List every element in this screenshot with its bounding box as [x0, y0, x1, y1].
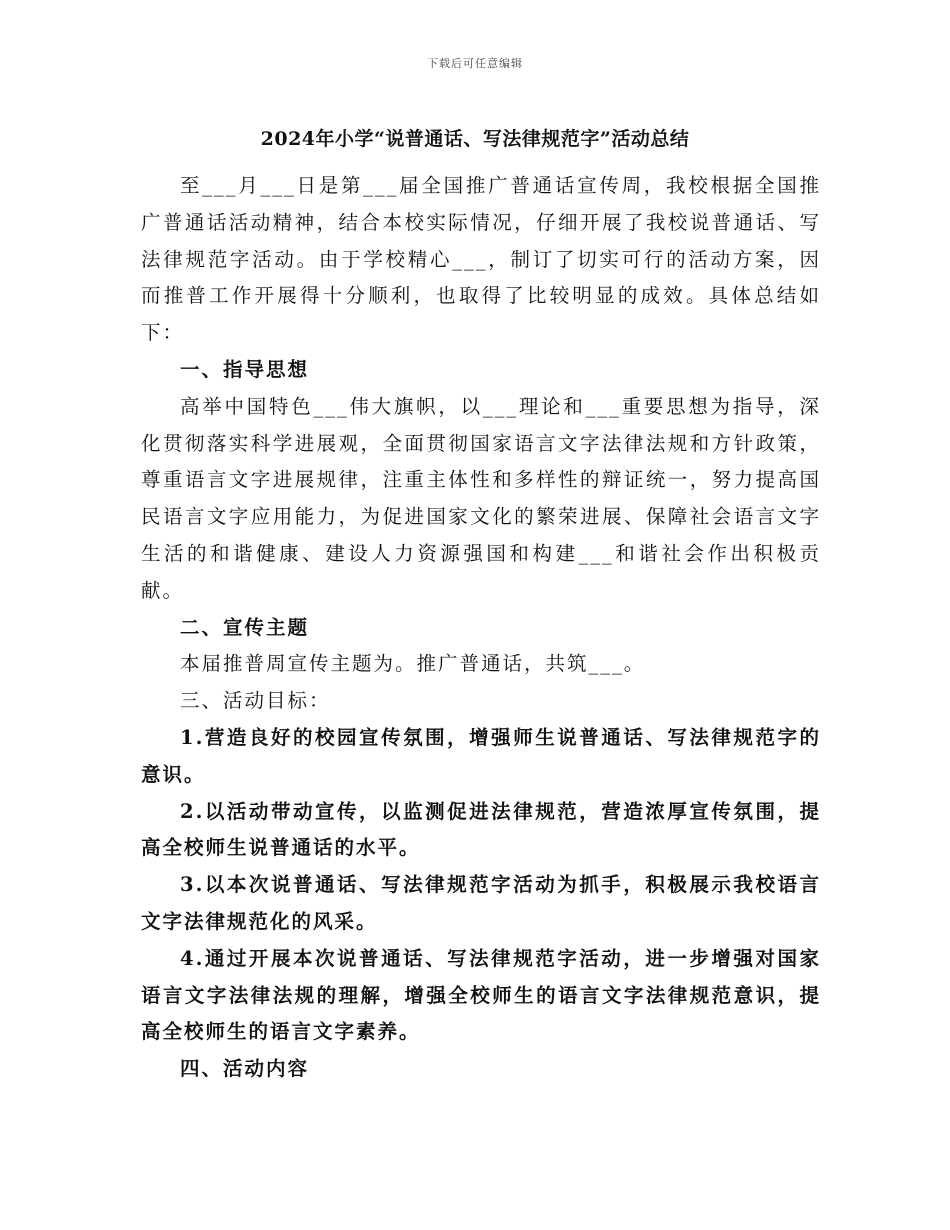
section-heading-activity-goals: 三、活动目标：	[180, 689, 331, 713]
activity-goal-item: 1.营造良好的校园宣传氛围，增强师生说普通话、写法律规范字的意识。	[141, 725, 821, 786]
header-note: 下载后可任意编辑	[427, 57, 523, 70]
activity-goal-item: 3.以本次说普通话、写法律规范字活动为抓手，积极展示我校语言文字法律规范化的风采。	[141, 873, 821, 933]
intro-paragraph: 至___月___日是第___届全国推广普通话宣传周，我校根据全国推广普通话活动精神，结合本校实际情况，仔细开展了我校说普通话、写法律规范字活动。由于学校精心___，制订了切实可行的活动方案，因而推普工作开展得十分顺利，也取得了比较明显的成效。具体总结如下：	[141, 174, 821, 345]
document-body	[141, 168, 821, 1088]
guiding-ideology-paragraph: 高举中国特色___伟大旗帜，以___理论和___重要思想为指导，深化贯彻落实科学进展观，全面贯彻国家语言文字法律法规和方针政策，尊重语言文字进展规律，注重主体性和多样性的辩证统一，努力提高国民语言文字应用能力，为促进国家文化的繁荣进展、保障社会语言文字生活的和谐健康、建设人力资源强国和构建___和谐社会作出积极贡献。	[141, 394, 821, 602]
section-heading-guiding-ideology: 一、指导思想	[180, 357, 310, 381]
section-heading-activity-content: 四、活动内容	[180, 1057, 310, 1081]
activity-goal-item: 4.通过开展本次说普通话、写法律规范字活动，进一步增强对国家语言文字法律法规的理解，增强全校师生的语言文字法律规范意识，提高全校师生的语言文字素养。	[141, 946, 821, 1044]
section-heading-publicity-theme: 二、宣传主题	[180, 615, 310, 639]
document-title: 2024年小学“说普通话、写法律规范字”活动总结	[260, 128, 690, 150]
activity-goal-item: 2.以活动带动宣传，以监测促进法律规范，营造浓厚宣传氛围，提高全校师生说普通话的水平。	[141, 799, 821, 860]
publicity-theme-paragraph: 本届推普周宣传主题为。推广普通话，共筑___。	[180, 652, 646, 676]
